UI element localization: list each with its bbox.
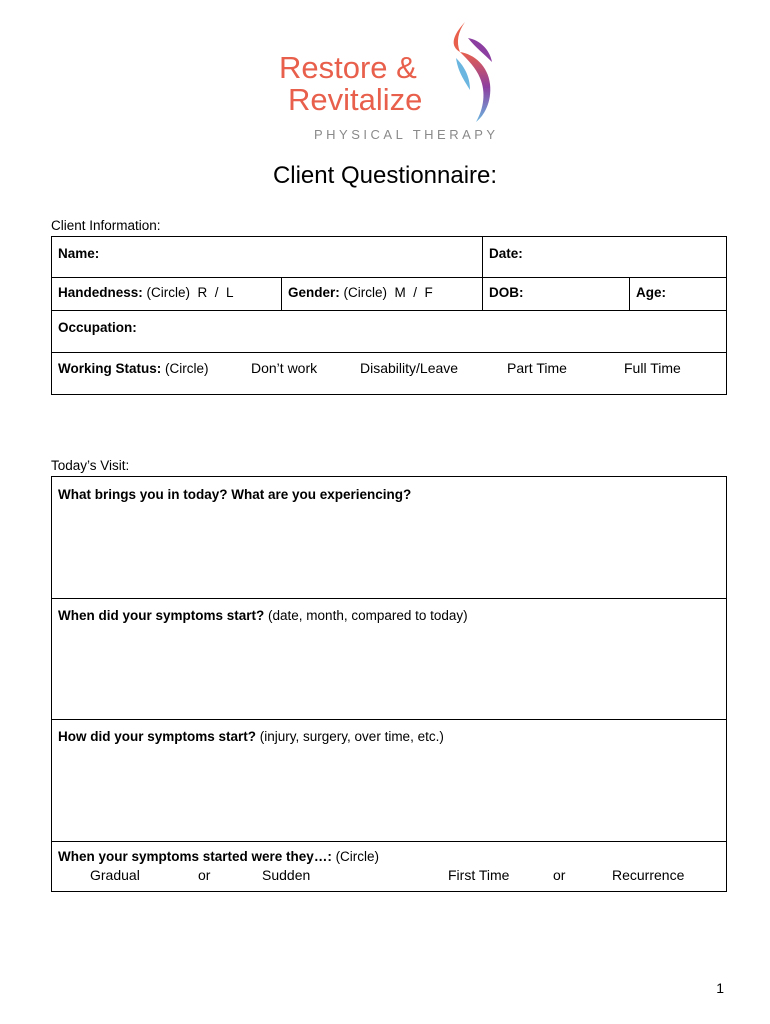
- occupation-field[interactable]: [52, 311, 727, 353]
- question-symptoms-start-when[interactable]: [52, 599, 727, 720]
- question-2-label: When did your symptoms start?: [58, 608, 265, 623]
- onset-option-gradual[interactable]: Gradual: [90, 867, 140, 883]
- gender-field[interactable]: [282, 278, 483, 311]
- onset-or-2: or: [553, 867, 566, 883]
- question-3-hint: (injury, surgery, over time, etc.): [256, 729, 444, 744]
- question-what-brings-you[interactable]: [52, 477, 727, 599]
- handedness-options[interactable]: (Circle) R / L: [142, 285, 234, 300]
- handedness-label: Handedness:: [58, 285, 143, 300]
- handedness-field[interactable]: [52, 278, 282, 311]
- page-number: 1: [716, 980, 724, 996]
- age-field[interactable]: [630, 278, 727, 311]
- working-option-disability[interactable]: Disability/Leave: [360, 360, 459, 376]
- question-4-label: When your symptoms started were they…:: [58, 849, 332, 864]
- name-label: Name:: [58, 246, 100, 261]
- question-4-hint: (Circle): [331, 849, 380, 864]
- name-field[interactable]: [52, 237, 483, 278]
- onset-option-sudden[interactable]: Sudden: [262, 867, 311, 883]
- gender-label: Gender:: [288, 285, 340, 300]
- working-status-label: Working Status:: [58, 361, 162, 376]
- logo-line-2: Revitalize: [288, 82, 423, 117]
- working-status-hint: (Circle): [161, 361, 209, 376]
- age-label: Age:: [636, 285, 667, 300]
- todays-visit-label: Today’s Visit:: [51, 458, 130, 473]
- date-label: Date:: [489, 246, 523, 261]
- dob-field[interactable]: [483, 278, 630, 311]
- occupation-label: Occupation:: [58, 320, 137, 335]
- todays-visit-table: [51, 476, 727, 892]
- onset-option-first-time[interactable]: First Time: [448, 867, 510, 883]
- working-option-full-time[interactable]: Full Time: [624, 360, 681, 376]
- phoenix-logo-icon: [440, 18, 500, 128]
- onset-or-1: or: [198, 867, 211, 883]
- page-title: Client Questionnaire:: [272, 162, 498, 189]
- client-info-label: Client Information:: [51, 218, 161, 233]
- question-2-hint: (date, month, compared to today): [264, 608, 468, 623]
- logo-line-1: Restore &: [279, 50, 417, 85]
- logo-subtitle: PHYSICAL THERAPY: [314, 127, 499, 142]
- date-field[interactable]: [483, 237, 727, 278]
- working-option-dont-work[interactable]: Don’t work: [251, 360, 318, 376]
- working-option-part-time[interactable]: Part Time: [507, 360, 567, 376]
- question-1-label: What brings you in today? What are you experiencing?: [58, 487, 412, 502]
- gender-options[interactable]: (Circle) M / F: [339, 285, 433, 300]
- question-3-label: How did your symptoms start?: [58, 729, 257, 744]
- question-symptoms-start-how[interactable]: [52, 720, 727, 842]
- onset-option-recurrence[interactable]: Recurrence: [612, 867, 685, 883]
- dob-label: DOB:: [489, 285, 524, 300]
